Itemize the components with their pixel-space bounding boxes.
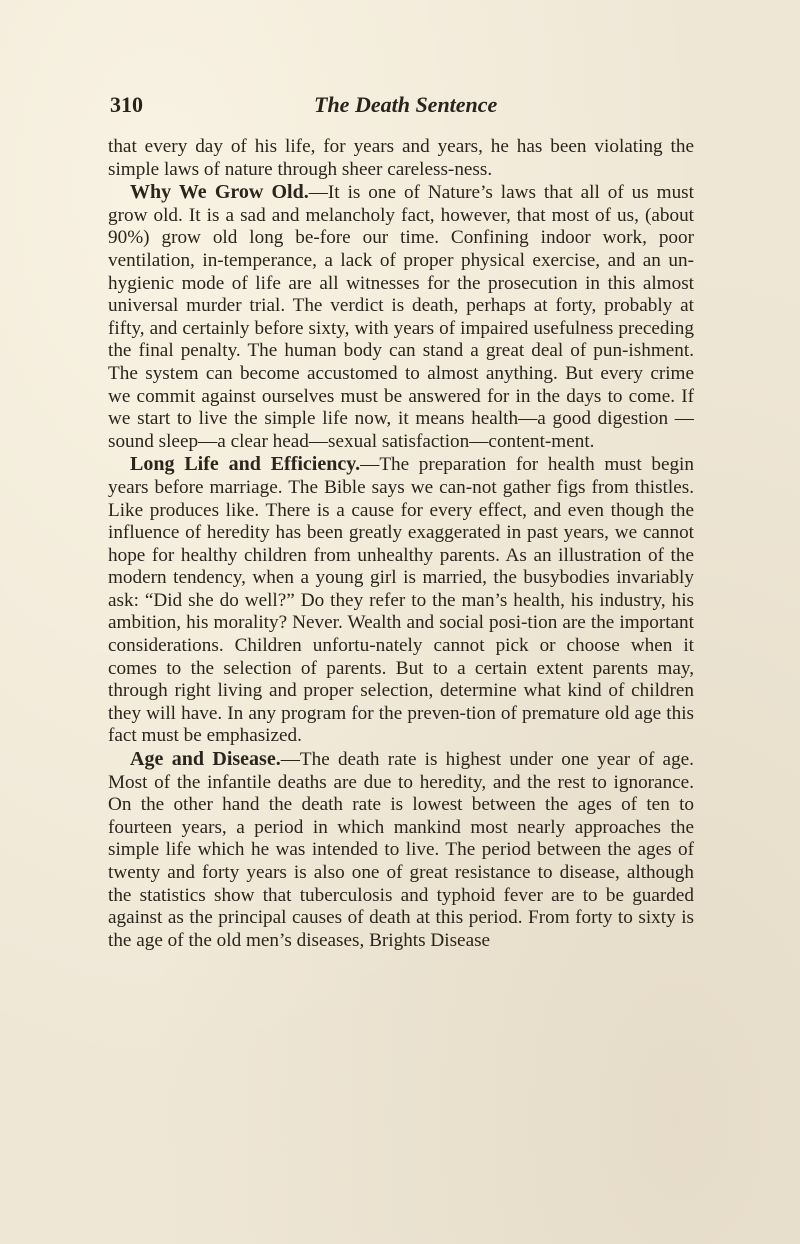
paragraph-long-life-and-efficiency [108, 453, 694, 748]
body-text [108, 136, 694, 952]
paragraph-text: —The preparation for health must begin years before marriage. The Bible says we can-not gather figs from thistles. Like produces like. There is a cause for every effect, and even though the influence of heredity has been greatly exaggerated in past years, we cannot hope for healthy children from unhealthy parents. As an illustration of the modern tendency, when a young girl is married, the busybodies invariably ask: “Did she do well?” Do they refer to the man’s health, his industry, his ambition, his morality? Never. Wealth and social posi-tion are the important considerations. Children unfortu-nately cannot pick or choose when it comes to the selection of parents. But to a certain extent parents may, through right living and proper selection, determine what kind of children they will have. In any program for the preven-tion of premature old age this fact must be emphasized. [108, 454, 694, 747]
page-number: 310 [110, 92, 143, 117]
section-heading: Why We Grow Old. [130, 181, 309, 204]
paragraph-text: —It is one of Nature’s laws that all of us must grow old. It is a sad and melancholy fact, however, that most of us, (about 90%) grow old long be-fore our time. Confining indoor work, poor ventilation, in-temperance, a lack of proper physical exercise, and an un-hygienic mode of life are all witnesses for the prosecution in this almost universal murder trial. The verdict is death, perhaps at forty, probably at fifty, and certainly before sixty, with years of impaired usefulness preceding the final penalty. The human body can stand a great deal of pun-ishment. The system can become accustomed to almost anything. But every crime we commit against ourselves must be answered for in the days to come. If we start to live the simple life now, it means health—a good digestion —sound sleep—a clear head—sexual satisfaction—content-ment. [108, 182, 694, 452]
running-head [106, 92, 706, 122]
paragraph-text: that every day of his life, for years and years, he has been violating the simple laws of nature through sheer careless-ness. [108, 136, 694, 180]
running-title: The Death Sentence [314, 92, 498, 117]
paragraph-continuation [108, 136, 694, 181]
section-heading: Long Life and Efficiency. [130, 453, 361, 476]
paragraph-text: —The death rate is highest under one year of age. Most of the infantile deaths are due to heredity, and the rest to ignorance. On the other hand the death rate is lowest between the ages of ten to fourteen years, a period in which mankind most nearly approaches the simple life which he was intended to live. The period between the ages of twenty and forty years is also one of great resistance to disease, although the statistics show that tuberculosis and typhoid fever are to be guarded against as the principal causes of death at this period. From forty to sixty is the age of the old men’s diseases, Brights Disease [108, 749, 694, 951]
paragraph-why-we-grow-old [108, 181, 694, 453]
section-heading: Age and Disease. [130, 748, 281, 771]
paragraph-age-and-disease [108, 748, 694, 952]
